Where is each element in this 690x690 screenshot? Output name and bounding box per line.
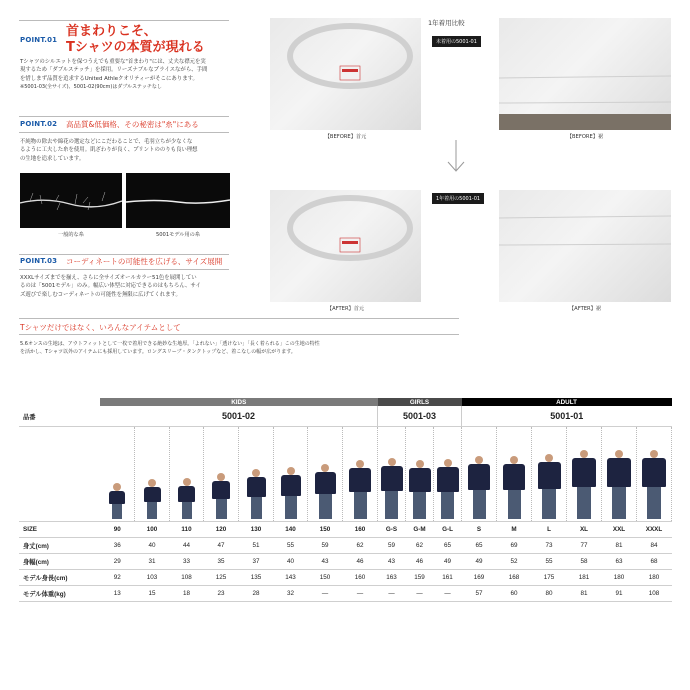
body-line: Tシャツのシルエットを保つうえでも重要な"首まわり"には、丈夫な襟元を実: [20, 59, 206, 65]
spec-value: 159: [406, 570, 434, 586]
model-shirt: [642, 458, 666, 487]
divider: [19, 334, 459, 335]
model-figure: [212, 473, 230, 519]
spec-value: 28: [239, 586, 274, 602]
model-head: [580, 450, 588, 458]
model-shirt: [144, 487, 161, 502]
spec-value: 125: [204, 570, 239, 586]
spec-value: —: [406, 586, 434, 602]
spec-value: 40: [135, 538, 170, 554]
spec-value: 18: [170, 586, 204, 602]
model-legs: [354, 492, 367, 519]
size-cell: 160: [343, 522, 378, 538]
section-title: Tシャツだけではなく、いろんなアイテムとして: [20, 323, 181, 332]
spec-value: 73: [532, 538, 567, 554]
fiber-caption: 5001モデル用の糸: [155, 232, 201, 238]
spec-value: 44: [170, 538, 204, 554]
model-cell: [308, 427, 343, 522]
divider: [19, 132, 229, 133]
model-head: [321, 464, 329, 472]
model-figure: [381, 458, 403, 519]
spec-value: 52: [497, 554, 532, 570]
spec-value: 46: [406, 554, 434, 570]
model-head: [444, 459, 452, 467]
size-row: [19, 522, 672, 538]
model-shirt: [315, 472, 336, 494]
badge-new: 未着用の5001-01: [432, 36, 481, 47]
model-cell: [637, 427, 672, 522]
model-cell: [406, 427, 434, 522]
spec-value: 55: [532, 554, 567, 570]
body-line: の生地を追求しています。: [20, 155, 85, 162]
size-cell: M: [497, 522, 532, 538]
spec-row: [19, 586, 672, 602]
model-shirt: [281, 475, 301, 496]
size-cell: G-M: [406, 522, 434, 538]
model-legs: [251, 497, 262, 519]
model-cell: [497, 427, 532, 522]
model-head: [252, 469, 260, 477]
spec-value: 58: [567, 554, 602, 570]
spec-value: 69: [497, 538, 532, 554]
spec-value: 84: [637, 538, 672, 554]
spec-value: 160: [343, 570, 378, 586]
model-head: [356, 460, 364, 468]
model-shirt: [349, 468, 371, 492]
size-cell: XXXL: [637, 522, 672, 538]
hem-image: [499, 18, 671, 130]
model-legs: [385, 491, 398, 519]
spec-value: 35: [204, 554, 239, 570]
spec-value: 180: [637, 570, 672, 586]
model-shirt: [212, 481, 230, 499]
arrow-down-icon: [444, 140, 468, 174]
item-body: [20, 340, 440, 356]
badge-used: 1年着用の5001-01: [432, 193, 484, 204]
spec-value: 150: [308, 570, 343, 586]
divider: [19, 318, 459, 319]
size-cell: G-L: [434, 522, 462, 538]
spec-value: 163: [378, 570, 406, 586]
size-label: SIZE: [19, 522, 100, 538]
model-figure: [572, 450, 596, 519]
note: ※5001-03(全サイズ)、5001-02(90cm)はダブルステッチなし: [20, 84, 162, 91]
model-row: [19, 427, 672, 522]
spec-value: 47: [204, 538, 239, 554]
spec-value: 180: [602, 570, 637, 586]
photo-caption: 【AFTER】裾: [568, 306, 602, 312]
spec-value: 181: [567, 570, 602, 586]
size-cell: 120: [204, 522, 239, 538]
model-shirt: [503, 464, 525, 490]
model-legs: [319, 494, 332, 519]
size-cell: S: [462, 522, 497, 538]
neck-image: [270, 190, 421, 302]
compare-title: 1年着用比較: [428, 19, 465, 27]
point-title: [66, 24, 205, 56]
spec-value: 81: [567, 586, 602, 602]
spec-value: 65: [434, 538, 462, 554]
size-cell: XL: [567, 522, 602, 538]
photo-after-hem: [499, 190, 671, 302]
spec-value: 37: [239, 554, 274, 570]
model-figure: [178, 478, 195, 519]
model-legs: [112, 504, 122, 519]
model-head: [388, 458, 396, 466]
spec-value: 168: [497, 570, 532, 586]
model-legs: [508, 490, 521, 519]
model-shirt: [607, 458, 631, 487]
model-figure: [503, 456, 525, 519]
spec-value: 175: [532, 570, 567, 586]
spec-value: 43: [308, 554, 343, 570]
model-head: [650, 450, 658, 458]
code-kids: 5001-02: [100, 406, 378, 427]
model-label-cell: [19, 427, 100, 522]
model-legs: [577, 487, 591, 519]
photo-after-neck: [270, 190, 421, 302]
model-legs: [441, 492, 454, 519]
divider: [19, 254, 229, 255]
model-shirt: [437, 467, 459, 492]
model-head: [416, 460, 424, 468]
size-cell: 130: [239, 522, 274, 538]
group-girls: GIRLS: [378, 398, 462, 406]
model-figure: [109, 483, 125, 519]
model-figure: [247, 469, 266, 519]
model-cell: [343, 427, 378, 522]
code-adult: 5001-01: [462, 406, 672, 427]
spec-label: モデル体重(kg): [19, 586, 100, 602]
divider: [19, 269, 229, 270]
model-figure: [281, 467, 301, 519]
spec-value: 59: [308, 538, 343, 554]
model-cell: [602, 427, 637, 522]
spec-value: 60: [497, 586, 532, 602]
point-label: POINT.03: [20, 257, 58, 265]
spec-row: [19, 570, 672, 586]
spec-value: 13: [100, 586, 135, 602]
body-line: ズ遊びで楽しむコーディネートの可能性を無限に広げてくれます。: [20, 291, 181, 298]
model-figure: [144, 479, 161, 519]
spec-value: —: [434, 586, 462, 602]
model-figure: [315, 464, 336, 519]
photo-before-neck: [270, 18, 421, 130]
model-shirt: [109, 491, 125, 504]
spec-value: 46: [343, 554, 378, 570]
spec-value: 108: [170, 570, 204, 586]
group-adult: ADULT: [462, 398, 672, 406]
model-head: [148, 479, 156, 487]
model-shirt: [468, 464, 490, 490]
spec-value: 57: [462, 586, 497, 602]
divider: [19, 116, 229, 117]
model-cell: [135, 427, 170, 522]
model-head: [217, 473, 225, 481]
point-label: POINT.02: [20, 120, 58, 128]
model-legs: [182, 502, 192, 519]
model-figure: [468, 456, 490, 519]
spec-value: 108: [637, 586, 672, 602]
spec-value: 32: [274, 586, 308, 602]
spec-label: 身幅(cm): [19, 554, 100, 570]
model-legs: [216, 499, 227, 519]
photo-before-hem: [499, 18, 671, 130]
spec-label: モデル身長(cm): [19, 570, 100, 586]
model-legs: [647, 487, 661, 519]
spec-value: 161: [434, 570, 462, 586]
body-line: XXXLサイズまでを揃え、さらに全サイズオールカラー51色を展開してい: [20, 275, 197, 281]
model-head: [113, 483, 121, 491]
model-cell: [204, 427, 239, 522]
model-legs: [542, 489, 556, 519]
spec-value: 143: [274, 570, 308, 586]
size-table: [19, 398, 672, 602]
group-spacer: [19, 398, 100, 406]
size-cell: L: [532, 522, 567, 538]
photo-caption: 【BEFORE】裾: [566, 134, 604, 140]
spec-value: 29: [100, 554, 135, 570]
model-legs: [473, 490, 486, 519]
model-shirt: [538, 462, 561, 489]
body-line: るのは「5001モデル」のみ。幅広い体型に対応できるのはもちろん、サイ: [20, 283, 201, 290]
spec-value: 169: [462, 570, 497, 586]
model-cell: [239, 427, 274, 522]
group-row: [19, 398, 672, 406]
model-cell: [274, 427, 308, 522]
body-line: を惜しまず品質を追求するUnited Athleクオリティーがそこにあります。: [20, 75, 198, 82]
size-cell: G-S: [378, 522, 406, 538]
model-cell: [170, 427, 204, 522]
group-kids: KIDS: [100, 398, 378, 406]
spec-value: 40: [274, 554, 308, 570]
fiber-image: [126, 173, 230, 228]
hinban-label: 品番: [19, 406, 100, 427]
spec-value: 92: [100, 570, 135, 586]
spec-value: —: [308, 586, 343, 602]
model-head: [615, 450, 623, 458]
spec-value: —: [378, 586, 406, 602]
spec-value: 68: [637, 554, 672, 570]
size-cell: XXL: [602, 522, 637, 538]
fiber-caption: 一般的な糸: [58, 232, 84, 238]
title-line: 首まわりこそ、: [66, 24, 157, 39]
divider: [19, 20, 229, 21]
spec-value: 31: [135, 554, 170, 570]
model-figure: [607, 450, 631, 519]
size-cell: 100: [135, 522, 170, 538]
model-shirt: [409, 468, 431, 492]
model-cell: [100, 427, 135, 522]
model-cell: [378, 427, 406, 522]
model-legs: [285, 496, 297, 519]
spec-value: 77: [567, 538, 602, 554]
model-cell: [434, 427, 462, 522]
model-cell: [462, 427, 497, 522]
fiber-photo-5001: [126, 173, 230, 228]
spec-value: 33: [170, 554, 204, 570]
model-figure: [409, 460, 431, 519]
spec-row: [19, 538, 672, 554]
spec-value: —: [343, 586, 378, 602]
spec-value: 43: [378, 554, 406, 570]
photo-caption: 【AFTER】首元: [326, 306, 365, 312]
model-figure: [538, 454, 561, 519]
code-row: [19, 406, 672, 427]
spec-value: 62: [406, 538, 434, 554]
spec-label: 身丈(cm): [19, 538, 100, 554]
spec-value: 55: [274, 538, 308, 554]
neck-image: [270, 18, 421, 130]
model-legs: [612, 487, 626, 519]
model-cell: [532, 427, 567, 522]
spec-value: 49: [434, 554, 462, 570]
model-shirt: [247, 477, 266, 497]
spec-value: 15: [135, 586, 170, 602]
size-cell: 110: [170, 522, 204, 538]
spec-value: 63: [602, 554, 637, 570]
model-legs: [147, 502, 157, 519]
model-head: [510, 456, 518, 464]
model-head: [287, 467, 295, 475]
code-girls: 5001-03: [378, 406, 462, 427]
photo-caption: 【BEFORE】首元: [324, 134, 367, 140]
spec-value: 62: [343, 538, 378, 554]
model-legs: [413, 492, 426, 519]
body-line: 不純物の除去や綿花の選定などにこだわることで、毛羽立ちが少なくな: [20, 139, 193, 145]
spec-value: 59: [378, 538, 406, 554]
model-head: [545, 454, 553, 462]
fiber-image: [20, 173, 122, 228]
spec-value: 91: [602, 586, 637, 602]
body-line: 5.6オンスの生地は、アウトフィットとして一枚で着用できる絶妙な生地厚。「よれない」「透けない」「長く着られる」この生地の特性: [20, 341, 320, 347]
spec-value: 36: [100, 538, 135, 554]
point-title: コーディネートの可能性を広げる、サイズ展開: [66, 257, 223, 266]
point-body: [20, 58, 232, 92]
size-cell: 90: [100, 522, 135, 538]
point-label: POINT.01: [20, 36, 58, 44]
spec-value: 23: [204, 586, 239, 602]
model-figure: [642, 450, 666, 519]
title-line: Tシャツの本質が現れる: [66, 40, 205, 55]
model-figure: [437, 459, 459, 519]
spec-value: 80: [532, 586, 567, 602]
point-body: [20, 138, 232, 163]
hem-image: [499, 190, 671, 302]
model-shirt: [572, 458, 596, 487]
model-head: [183, 478, 191, 486]
size-cell: 140: [274, 522, 308, 538]
spec-value: 103: [135, 570, 170, 586]
spec-row: [19, 554, 672, 570]
model-figure: [349, 460, 371, 519]
body-line: 現するため「ダブルステッチ」を採用。リーズナブルなプライスながら、手間: [20, 67, 208, 74]
model-shirt: [178, 486, 195, 502]
model-cell: [567, 427, 602, 522]
spec-value: 51: [239, 538, 274, 554]
model-shirt: [381, 466, 403, 491]
model-head: [475, 456, 483, 464]
fiber-photo-normal: [20, 173, 122, 228]
point-title: 高品質&低価格、その秘密は"糸"にある: [66, 120, 199, 129]
body-line: るように工夫した糸を使用。肌ざわりが良く、プリントののりも良い理想: [20, 147, 198, 154]
body-line: を活かし、Tシャツ以外のアイテムにも採用しています。ロングスリーブ・タンクトップなど、着こなしの幅が広がります。: [20, 349, 296, 355]
spec-value: 65: [462, 538, 497, 554]
spec-value: 135: [239, 570, 274, 586]
spec-value: 81: [602, 538, 637, 554]
point-body: [20, 274, 232, 299]
size-cell: 150: [308, 522, 343, 538]
spec-value: 49: [462, 554, 497, 570]
